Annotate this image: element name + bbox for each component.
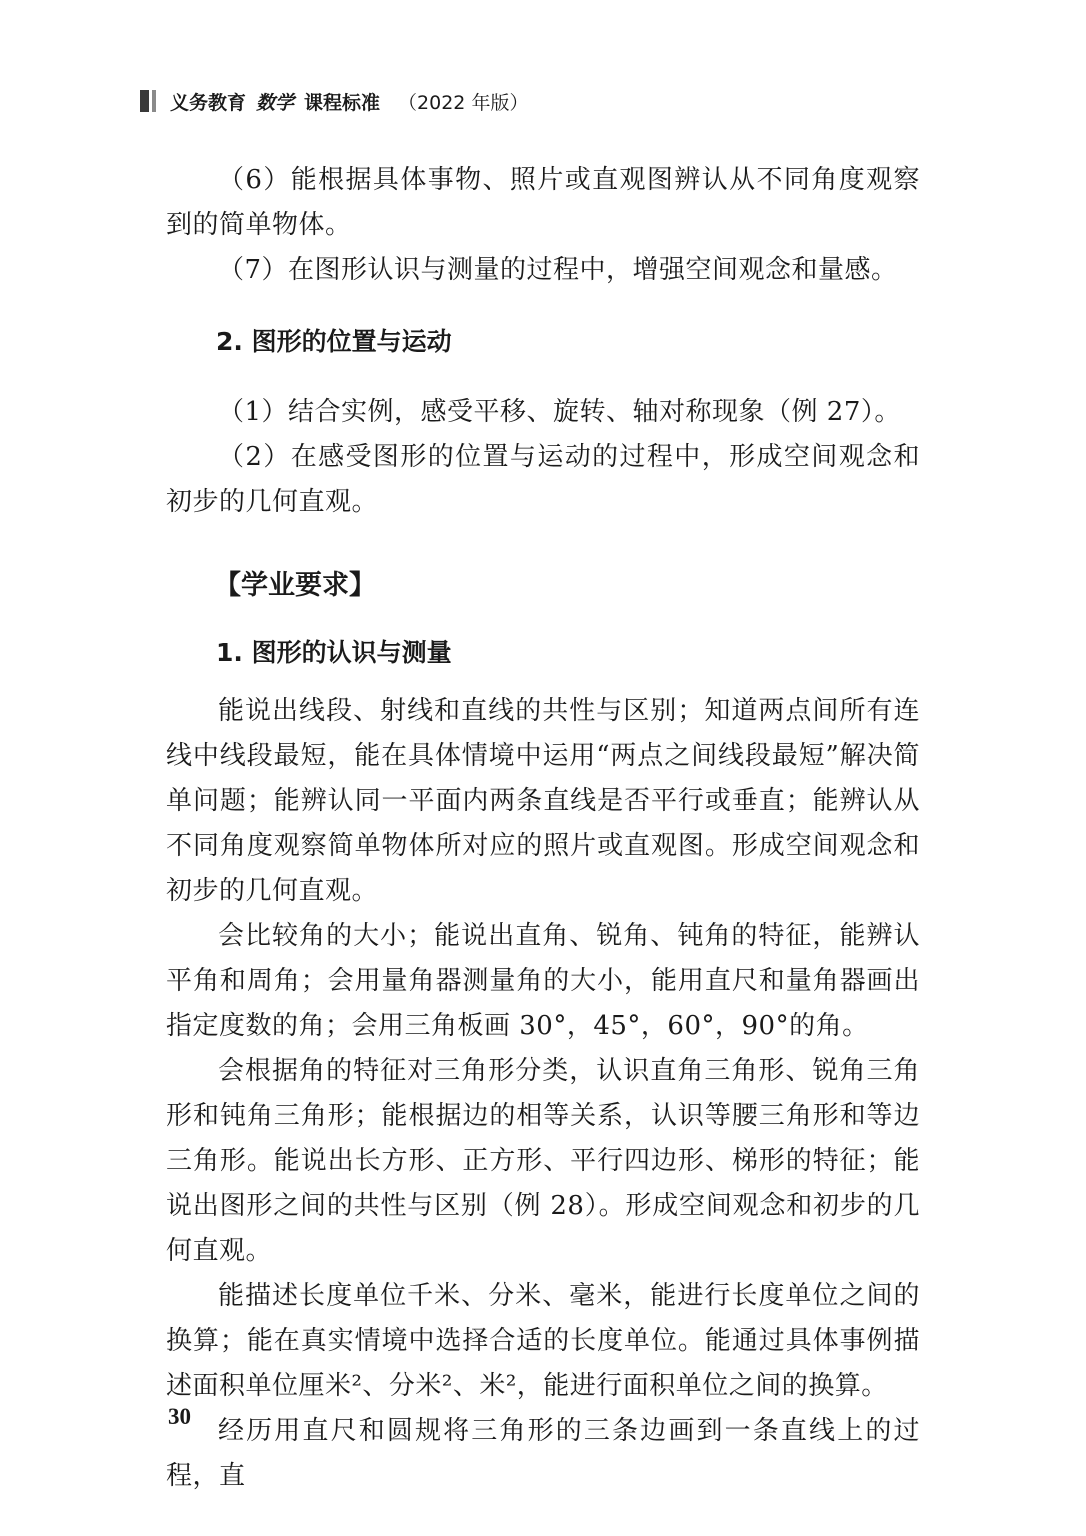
- paragraph-position-1: （1）结合实例，感受平移、旋转、轴对称现象（例 27）。: [218, 397, 901, 427]
- heading-recognition-measurement: 1. 图形的认识与测量: [216, 638, 452, 667]
- page-number: 30: [168, 1404, 191, 1429]
- paragraph-requirement-compass: 经历用直尺和圆规将三角形的三条边画到一条直线上的过程，直: [166, 1416, 920, 1491]
- paragraph-requirement-units: 能描述长度单位千米、分米、毫米，能进行长度单位之间的换算；能在真实情境中选择合适的长度单位。能通过具体事例描述面积单位厘米²、分米²、米²，能进行面积单位之间的换算。: [166, 1281, 920, 1401]
- paragraph-requirement-lines: 能说出线段、射线和直线的共性与区别；知道两点间所有连线中线段最短，能在具体情境中运用“两点之间线段最短”解决简单问题；能辨认同一平面内两条直线是否平行或垂直；能辨认从不同角度观察简单物体所对应的照片或直观图。形成空间观念和初步的几何直观。: [166, 696, 920, 906]
- page-body: [166, 158, 920, 1499]
- paragraph-requirement-angles: 会比较角的大小；能说出直角、锐角、钝角的特征，能辨认平角和周角；会用量角器测量角的大小，能用直尺和量角器画出指定度数的角；会用三角板画 30°，45°，60°，90°的角。: [166, 921, 920, 1041]
- running-head: [140, 86, 528, 116]
- paragraph-item-6: （6）能根据具体事物、照片或直观图辨认从不同角度观察到的简单物体。: [166, 165, 920, 240]
- heading-position-motion: 2. 图形的位置与运动: [216, 327, 452, 356]
- running-head-edition: （2022 年版）: [398, 91, 529, 114]
- running-head-bar-icon: [140, 90, 156, 112]
- paragraph-item-7: （7）在图形认识与测量的过程中，增强空间观念和量感。: [218, 255, 898, 285]
- paragraph-requirement-triangles: 会根据角的特征对三角形分类，认识直角三角形、锐角三角形和钝角三角形；能根据边的相等关系，认识等腰三角形和等边三角形。能说出长方形、正方形、平行四边形、梯形的特征；能说出图形之间的共性与区别（例 28）。形成空间观念和初步的几何直观。: [166, 1056, 920, 1266]
- section-title-academic-requirements: 【学业要求】: [214, 570, 376, 601]
- running-head-subject: 数学: [256, 91, 295, 114]
- paragraph-position-2: （2）在感受图形的位置与运动的过程中，形成空间观念和初步的几何直观。: [166, 442, 920, 517]
- running-head-part2: 课程标准: [304, 91, 381, 114]
- running-head-part1: 义务教育: [170, 91, 247, 114]
